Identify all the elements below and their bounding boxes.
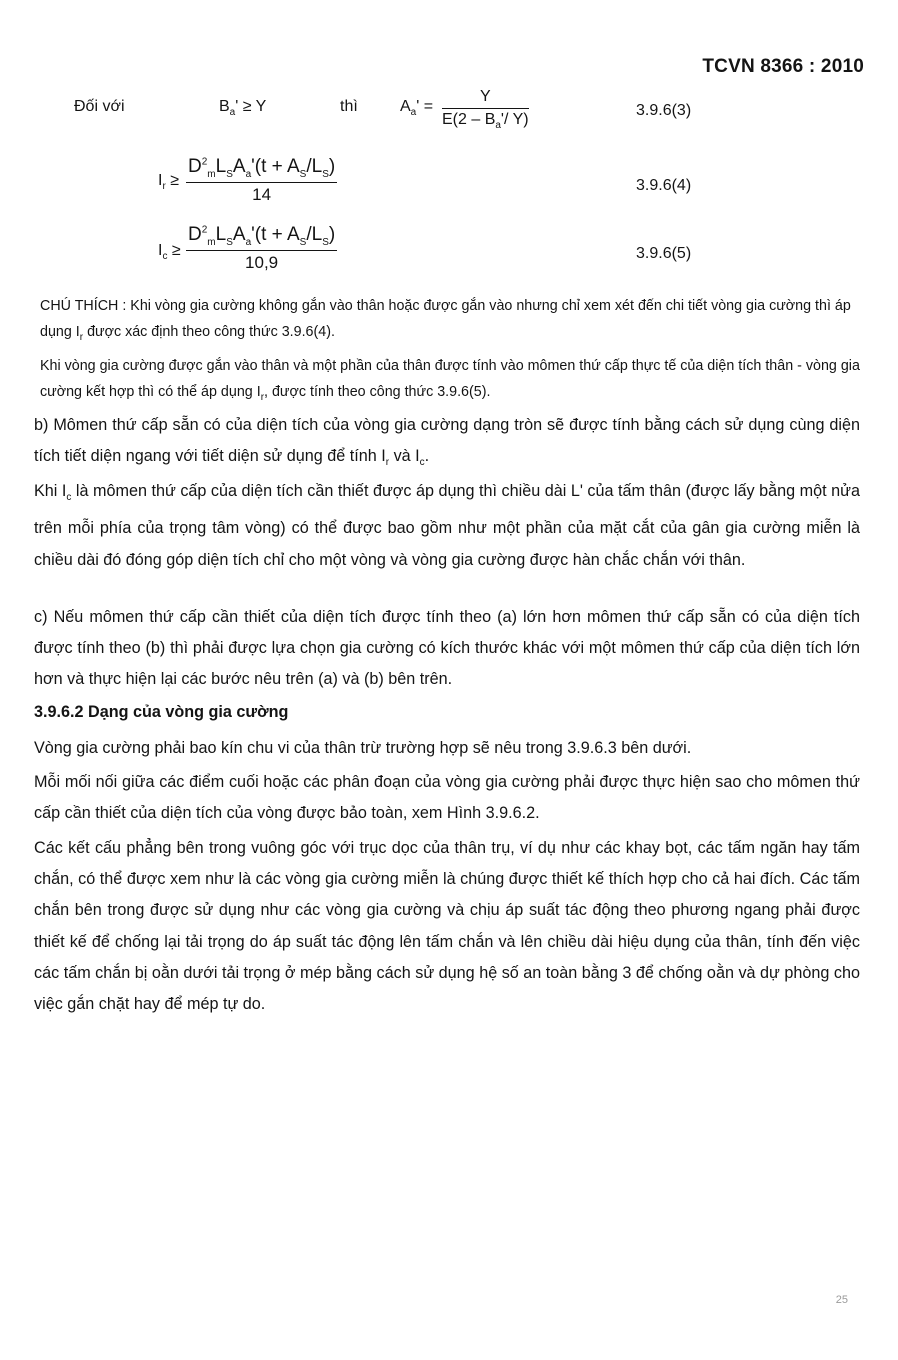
equation-lead-text: Đối với: [74, 98, 125, 115]
equation-lhs: $A_a'$ =: [400, 98, 434, 119]
note-paragraph-1: CHÚ THÍCH : Khi vòng gia cường không gắn vào thân hoặc được gắn vào nhưng chỉ xem xét đến chi tiết vòng gia cường thì áp dụng $I_r$ được xác định theo công thức 3.9.6(4).: [40, 298, 851, 343]
note-paragraph-2: Khi vòng gia cường được gắn vào thân và một phần của thân được tính vào mômen thứ cấp thực tế của diện tích thân - vòng gia cường kết hợp thì có thể áp dụng $I_r$, được tính theo công thức 3.9.6(5).: [40, 358, 860, 403]
equation-number: 3.9.6(3): [636, 102, 692, 119]
paragraph-3: Các kết cấu phẳng bên trong vuông góc với trục dọc của thân trụ, ví dụ như các khay bọt, các tấm ngăn hay tấm chắn, có thể được xem như là các vòng gia cường miễn là chúng được thiết kế thích hợp cho cả hai đích. Các tấm chắn bên trong được sử dụng như các vòng gia cường và chịu áp suất tác động theo phương ngang phải được thiết kế để chống lại tải trọng do áp suất tác động lên tấm chắn và lên chiều dài hiệu dụng của thân, tính đến việc các tấm chắn bị oằn dưới tải trọng ở mép bằng cách sử dụng hệ số an toàn bằng 3 để chống oằn và dự phòng cho việc gắn chặt hay để mép tự do.: [34, 839, 860, 1014]
equation-3-9-6-4: [0, 156, 898, 216]
equation-fraction: [186, 224, 337, 273]
equation-lhs: $I_r$ ≥: [158, 172, 180, 193]
paragraph-khi: Khi $I_c$ là mômen thứ cấp của diện tích cần thiết được áp dụng thì chiều dài L' của tấm thân (được lấy bằng một nửa trên mỗi phía của trọng tâm vòng) có thể được bao gồm như một phần của mặt cắt của gân gia cường miễn là chiều dài đó đóng góp diện tích chỉ cho một vòng và vòng gia cường được hàn chắc chắn với thân.: [34, 482, 860, 569]
fraction-numerator: $D^2_mL_SA_a'(t + A_S/L_S)$: [186, 156, 337, 183]
paragraph-c: c) Nếu mômen thứ cấp cần thiết của diện tích được tính theo (a) lớn hơn mômen thứ cấp sẵn có của diện tích được tính theo (b) thì phải được lựa chọn gia cường có kích thước khác với một mômen thứ cấp của diện tích lớn hơn và thực hiện lại các bước nêu trên (a) và (b) bên trên.: [34, 608, 860, 689]
page-number: 25: [835, 1294, 848, 1306]
equation-then-word: thì: [340, 98, 358, 115]
fraction-numerator: Y: [442, 88, 529, 109]
paragraph-1: Vòng gia cường phải bao kín chu vi của thân trừ trường hợp sẽ nêu trong 3.9.6.3 bên dưới.: [34, 739, 692, 757]
equation-3-9-6-3: [0, 88, 898, 148]
document-header-code: TCVN 8366 : 2010: [702, 56, 864, 77]
fraction-denominator: $E(2 - B_a'/$ Y): [442, 111, 529, 132]
equation-fraction: [442, 88, 529, 131]
equation-condition: $B_a' \ge Y$: [219, 98, 267, 119]
fraction-denominator: 14: [252, 184, 272, 204]
equation-3-9-6-5: [0, 224, 898, 284]
equation-number: 3.9.6(5): [636, 245, 692, 262]
paragraph-b: b) Mômen thứ cấp sẵn có của diện tích của vòng gia cường dạng tròn sẽ được tính bằng cách sử dụng cùng diện tích tiết diện ngang với tiết diện sử dụng để tính $I_r$ và $I_c$.: [34, 416, 860, 469]
equation-fraction: [186, 156, 337, 205]
fraction-denominator: 10,9: [245, 252, 279, 272]
equation-lhs: $I_c$ ≥: [158, 242, 181, 263]
fraction-numerator: $D^2_mL_SA_a'(t + A_S/L_S)$: [186, 224, 337, 251]
equation-number: 3.9.6(4): [636, 177, 692, 194]
paragraph-2: Mỗi mối nối giữa các điểm cuối hoặc các phân đoạn của vòng gia cường phải được thực hiện sao cho mômen thứ cấp cần thiết của diện tích của vòng được bảo toàn, xem Hình 3.9.6.2.: [34, 773, 860, 823]
section-heading-3-9-6-2: 3.9.6.2 Dạng của vòng gia cường: [34, 703, 289, 721]
